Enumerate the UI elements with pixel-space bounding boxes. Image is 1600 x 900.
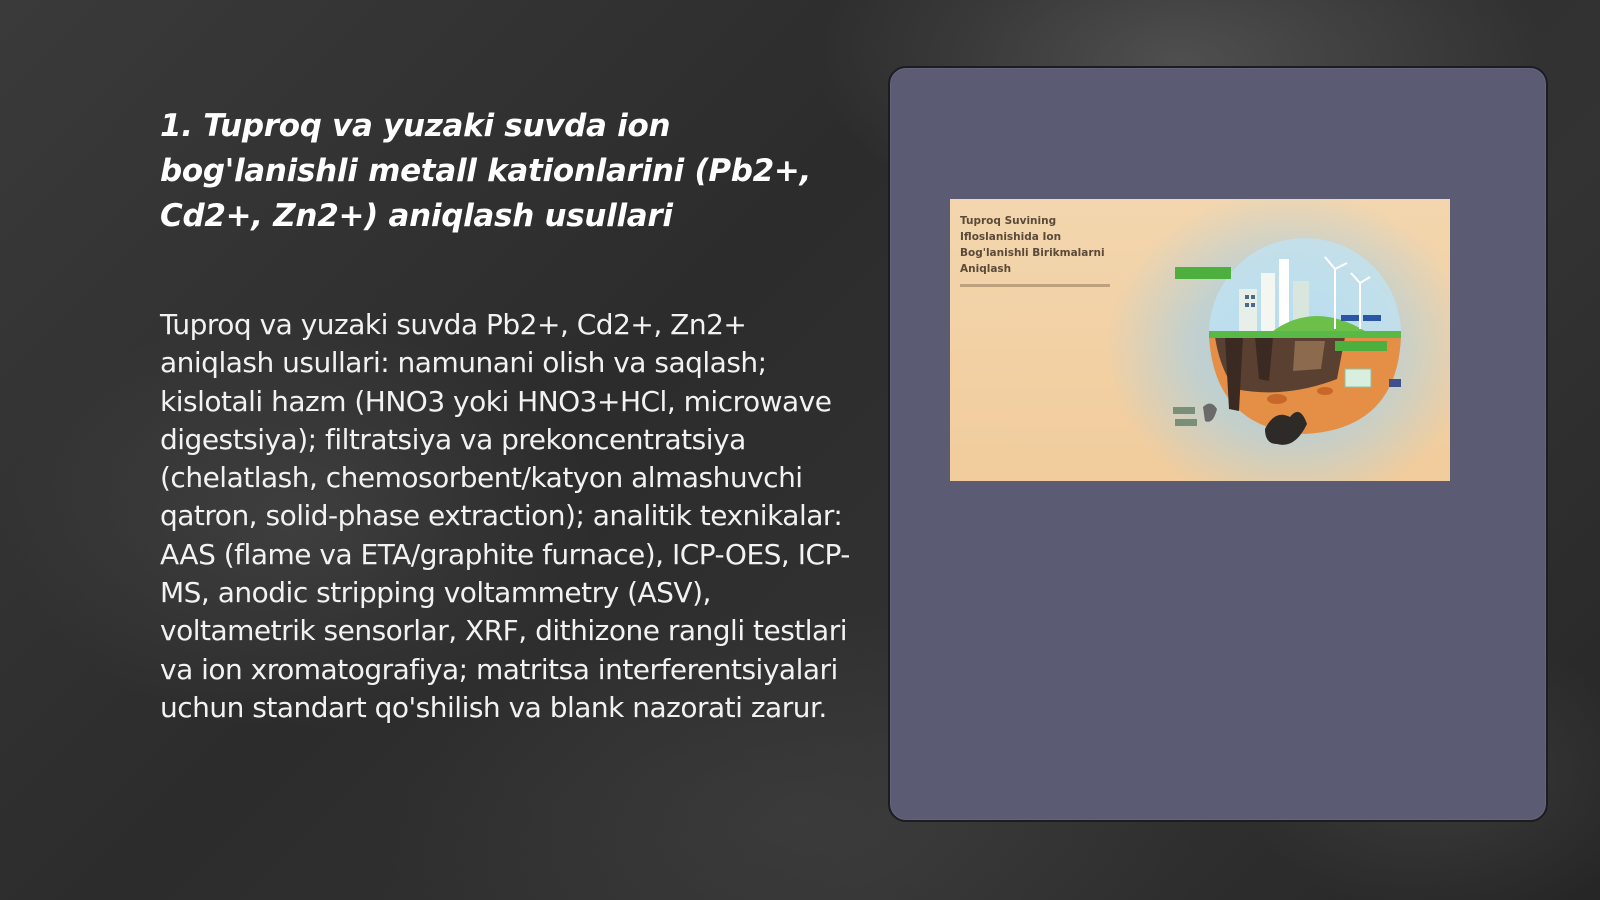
building: [1261, 273, 1275, 331]
thumbnail-title: Tuproq Suvining Ifloslanishida Ion Bog'lanishli Birikmalarni Aniqlash: [960, 215, 1105, 275]
grey-rock: [1203, 403, 1217, 421]
thumbnail-subtitle-line: [960, 284, 1110, 287]
slide-body-text: Tuproq va yuzaki suvda Pb2+, Cd2+, Zn2+ aniqlash usullari: namunani olish va saqlash; kislotali hazm (HNO3 yoki HNO3+HCl, microwave digestsiya); filtratsiya va prekoncentratsiya (chelatlash, chemosorbent/katyon almashuvchi qatron, solid-phase extraction); analitik texnikalar: AAS (flame va ETA/graphite furnace), ICP-OES, ICP-MS, anodic stripping voltammetry (ASV), voltametrik sensorlar, XRF, dithizone rangli testlari va ion xromatografiya; matritsa interferentsiyalari uchun standart qo'shilish va blank nazorati zarur.: [160, 308, 850, 724]
slide-title: 1. Tuproq va yuzaki suvda ion bog'lanishli metall kationlarini (Pb2+, Cd2+, Zn2+) aniqlash usullari: [160, 108, 812, 234]
small-label: [1173, 407, 1195, 414]
green-label: [1335, 341, 1387, 351]
solar-panel: [1363, 315, 1381, 321]
small-label: [1175, 419, 1197, 426]
grass-line: [1209, 331, 1401, 338]
solar-panel: [1341, 315, 1359, 321]
green-label: [1175, 267, 1231, 279]
mini-card: [1345, 369, 1371, 387]
presentation-thumbnail[interactable]: [950, 199, 1450, 481]
media-panel: [888, 66, 1548, 822]
mini-card: [1389, 379, 1401, 387]
soil-city-illustration: [1165, 229, 1425, 469]
tower: [1279, 259, 1289, 331]
